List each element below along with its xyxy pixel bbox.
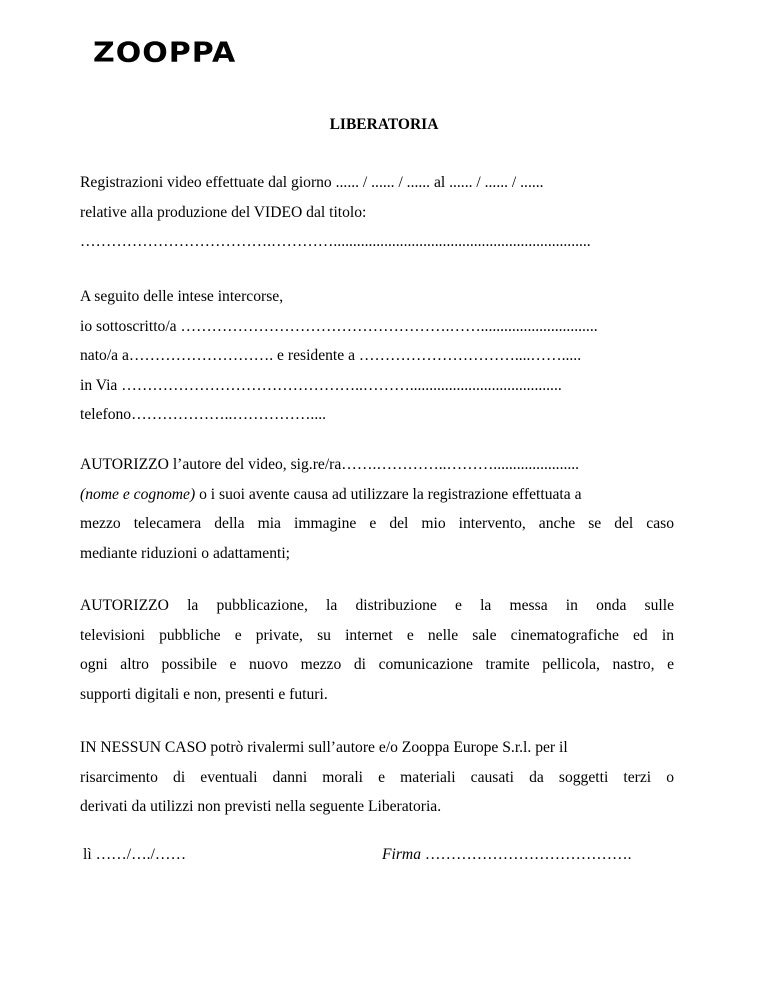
authorization-use-line-3: mediante riduzioni o adattamenti;	[80, 544, 291, 562]
disclaimer-line-2: risarcimento di eventuali danni morali e materiali causati da soggetti terzi o	[80, 768, 674, 786]
intro-agreement-text: A seguito delle intese intercorse,	[80, 288, 284, 305]
publication-line-2: televisioni pubbliche e private, su internet e nelle sale cinematografiche ed in	[80, 626, 674, 644]
recording-dates-line: Registrazioni video effettuate dal giorno ...... / ...... / ...... al ...... / ...... / ......	[80, 174, 544, 191]
authorization-use-line-2: mezzo telecamera della mia immagine e del mio intervento, anche se del caso	[80, 515, 674, 532]
signature-dots: ………………………………….	[420, 846, 632, 863]
signature-field	[382, 846, 632, 864]
document-title: LIBERATORIA	[329, 116, 439, 133]
publication-line-1: AUTORIZZO la pubblicazione, la distribuzione e la messa in onda sulle	[80, 597, 674, 614]
address-field: in Via ………………………………………..……….......................................	[80, 376, 562, 394]
video-title-label: relative alla produzione del VIDEO dal titolo:	[80, 203, 367, 221]
personal-data-section	[80, 282, 674, 430]
publication-line-3: ogni altro possibile e nuovo mezzo di comunicazione tramite pellicola, nastro, e	[80, 656, 674, 673]
place-date-field: lì ……/…./……	[83, 846, 187, 863]
phone-field: telefono………………..……………....	[80, 406, 327, 423]
undersigned-field: io sottoscritto/a …………………………………………….……..............................	[80, 317, 598, 335]
authorization-publication-section	[80, 591, 674, 709]
birthplace-residence-field: nato/a a………………………. e residente a …………………………....…….....	[80, 347, 582, 364]
intro-section	[80, 168, 674, 257]
authorization-use-line	[80, 480, 674, 510]
publication-line-4: supporti digitali e non, presenti e futuri.	[80, 685, 328, 703]
disclaimer-line-1: IN NESSUN CASO potrò rivalermi sull’autore e/o Zooppa Europe S.r.l. per il	[80, 739, 568, 756]
zooppa-logo: ZOOPPA	[93, 36, 237, 69]
disclaimer-line-3: derivati da utilizzi non previsti nella seguente Liberatoria.	[80, 798, 442, 815]
name-hint: (nome e cognome)	[80, 485, 196, 503]
video-title-field: ……………………………….…………..................................................................	[80, 233, 591, 250]
signature-label: Firma	[382, 846, 421, 863]
author-name-field: AUTORIZZO l’autore del video, sig.re/ra…….…………..………......................	[80, 456, 580, 473]
authorization-video-section	[80, 450, 674, 568]
disclaimer-section	[80, 733, 674, 822]
authorization-use-text: o i suoi avente causa ad utilizzare la registrazione effettuata a	[195, 485, 582, 503]
